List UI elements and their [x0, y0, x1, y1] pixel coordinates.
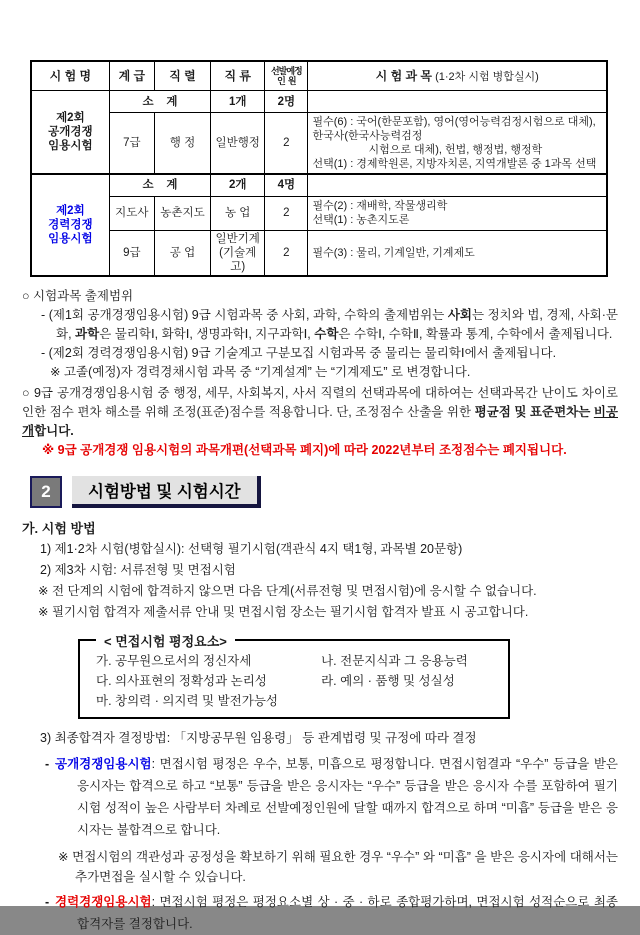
decision-open-paragraph — [22, 753, 618, 841]
scope-item1-bold-society: 사회 — [447, 307, 472, 322]
header-quota-line2: 인 원 — [277, 76, 296, 86]
interview-box-title: < 면접시험 평정요소> — [96, 631, 235, 650]
group2-row-machine — [31, 230, 607, 276]
scope-item-1 — [22, 306, 618, 344]
decision-career-dash: - — [45, 894, 50, 909]
g2r1-subjects — [308, 196, 607, 230]
exam-subjects-table — [30, 60, 608, 277]
scope-item1-bold-science: 과학 — [75, 326, 100, 341]
header-subjects-note: (1·2차 시험 병합실시) — [432, 70, 539, 83]
group1-name-line1: 제2회 — [56, 112, 85, 124]
group1-subtotal-count: 1개 — [211, 91, 265, 113]
decision-item-3: 3) 최종합격자 결정방법: 「지방공무원 임용령」 등 관계법령 및 규정에 따라 결정 — [40, 730, 477, 745]
interview-item-ma: 마. 창의력 · 의지력 및 발전가능성 — [96, 693, 278, 708]
group1-row-admin — [31, 113, 607, 175]
g1r1-class: 일반행정 — [211, 113, 265, 175]
group2-subtotal-label: 소 계 — [109, 174, 210, 196]
decision-career-paragraph — [22, 891, 618, 935]
g2r1-class: 농 업 — [211, 196, 265, 230]
interview-box-items — [96, 651, 498, 711]
decision-open-text: : 면접시험 평정은 우수, 보통, 미흡으로 평정합니다. 면접시험결과 “우수” 등급을 받은 응시자는 합격으로 하고 “보통” 등급을 받은 응시자는 “우수” 등급을 받은 응시자 수를 포함하여 필기시험 성적이 높은 사람부터 차례로 선발예정인원에 달할 때까지 합격으로 하며 “미흡” 등급을 받은 응시자는 불합격으로 합니다. — [77, 756, 618, 837]
g2r1-grade: 지도사 — [109, 196, 154, 230]
interview-item-da: 다. 의사표현의 정확성과 논리성 — [96, 673, 267, 688]
section2-number-badge: 2 — [30, 476, 62, 508]
g2r2-class-line1: 일반기계 — [215, 232, 260, 245]
g1r1-quota: 2 — [265, 113, 308, 175]
header-exam-name: 시 험 명 — [31, 61, 109, 91]
group2-subtotal-count: 2개 — [211, 174, 265, 196]
g2r2-subjects — [308, 230, 607, 276]
g1r1-subjects-line1: 필수(6) : 국어(한문포함), 영어(영어능력검정시험으로 대체), 한국사(한국사능력검정 — [312, 116, 596, 142]
method-note-1: ※ 전 단계의 시험에 합격하지 않으면 다음 단계(서류전형 및 면접시험)에 응시할 수 없습니다. — [38, 583, 537, 598]
interview-item-ra: 라. 예의 · 품행 및 성실성 — [321, 673, 455, 688]
group1-name-line3: 임용시험 — [48, 140, 93, 152]
g2r2-quota: 2 — [265, 230, 308, 276]
decision-career-text: : 면접시험 평정은 평정요소별 상 · 중 · 하로 종합평가하며, 면접시험 성적순으로 최종합격자를 결정합니다. — [77, 894, 618, 931]
group1-name-line2: 공개경쟁 — [48, 126, 93, 138]
g2r1-subjects-line1: 필수(2) : 재배학, 작물생리학 — [312, 200, 448, 212]
adjust-bold2: 합니다. — [34, 423, 74, 438]
header-subjects — [308, 61, 607, 91]
header-grade: 계 급 — [109, 61, 154, 91]
g2r2-series: 공 업 — [154, 230, 210, 276]
g2r2-class — [211, 230, 265, 276]
adjust-r0: ○ 9급 공개경쟁임용시험 중 행정, 세무, 사회복지, 사서 직렬의 선택과목에 대하여는 선택과목간 난이도 차이로 인한 점수 편차 해소를 위해 조정(표준)점수를 적용합니다. 단, 조정점수 산출을 위한 — [22, 385, 618, 419]
method-item-2: 2) 제3차 시험: 서류전형 및 면접시험 — [40, 562, 236, 577]
scope-item1-bold-math: 수학 — [314, 326, 339, 341]
group1-subtotal-quota: 2명 — [265, 91, 308, 113]
scope-item1-r0: - (제1회 공개경쟁임용시험) 9급 시험과목 중 사회, 과학, 수학의 출제범위는 — [41, 307, 448, 322]
group1-subtotal-label: 소 계 — [109, 91, 210, 113]
method-heading: 가. 시험 방법 — [22, 520, 96, 536]
scope-item1-r2: 는 정치와 법, 경제, 사회·문화, — [56, 307, 618, 341]
scope-item2-note: ※ 고졸(예정)자 경력경채시험 과목 중 “기계설계” 는 “기계제도” 로 변경합니다. — [50, 364, 471, 379]
method-note-2: ※ 필기시험 합격자 제출서류 안내 및 면접시험 장소는 필기시험 합격자 발표 시 공고합니다. — [38, 604, 529, 619]
scope-section — [22, 287, 618, 460]
adjust-red-note: ※ 9급 공개경쟁 임용시험의 과목개편(선택과목 폐지)에 따라 2022년부터 조정점수는 폐지됩니다. — [42, 442, 567, 457]
method-item-1: 1) 제1·2차 시험(병합실시): 선택형 필기시험(객관식 4지 택1형, 과목별 20문항) — [40, 541, 463, 556]
adjust-underline: 비공개 — [22, 404, 618, 438]
scope-item1-r6: 은 수학Ⅰ, 수학Ⅱ, 확률과 통계, 수학에서 출제됩니다. — [338, 326, 613, 341]
scope-item1-r4: 은 물리학Ⅰ, 화학Ⅰ, 생명과학Ⅰ, 지구과학Ⅰ, — [99, 326, 315, 341]
g1r1-series: 행 정 — [154, 113, 210, 175]
header-series: 직 렬 — [154, 61, 210, 91]
g2r2-class-line2: (기술계고) — [219, 246, 257, 273]
decision-open-label: 공개경쟁임용시험 — [55, 756, 152, 771]
group2-row-agriculture — [31, 196, 607, 230]
group2-subtotal-subjects — [308, 174, 607, 196]
g2r2-grade: 9급 — [109, 230, 154, 276]
interview-item-ga: 가. 공무원으로서의 정신자세 — [96, 653, 252, 668]
scope-item-2: - (제2회 경력경쟁임용시험) 9급 기술계고 구분모집 시험과목 중 물리는 물리학Ⅰ에서 출제됩니다. — [41, 345, 557, 360]
g2r1-series: 농촌지도 — [154, 196, 210, 230]
section2-header — [30, 476, 618, 508]
decision-open-note: ※ 면접시험의 객관성과 공정성을 확보하기 위해 필요한 경우 “우수” 와 “미흡” 을 받은 응시자에 대해서는 추가면접을 실시할 수 있습니다. — [58, 849, 618, 884]
scope-title: ○ 시험과목 출제범위 — [22, 288, 134, 303]
decision-open-dash: - — [45, 756, 50, 771]
decision-section — [22, 727, 618, 935]
g2r2-subjects-line1: 필수(3) : 물리, 기계일반, 기계제도 — [312, 246, 475, 259]
adjust-bold1: 평균점 및 표준편차는 — [474, 404, 594, 419]
header-quota-line1: 선발예정 — [270, 66, 302, 76]
group2-name-line3: 임용시험 — [48, 232, 93, 245]
header-subjects-main: 시 험 과 목 — [375, 68, 433, 83]
g1r1-subjects-line3: 선택(1) : 경제학원론, 지방자치론, 지역개발론 중 1과목 선택 — [312, 158, 597, 170]
group2-exam-name — [31, 174, 109, 276]
table-header-row — [31, 61, 607, 91]
group2-subtotal-quota: 4명 — [265, 174, 308, 196]
g2r1-subjects-line2: 선택(1) : 농촌지도론 — [312, 214, 410, 226]
adjust-paragraph — [22, 384, 618, 441]
interview-item-na: 나. 전문지식과 그 응용능력 — [321, 653, 468, 668]
group2-subtotal-row — [31, 174, 607, 196]
g2r1-quota: 2 — [265, 196, 308, 230]
group1-subtotal-subjects — [308, 91, 607, 113]
header-class: 직 류 — [211, 61, 265, 91]
decision-career-label: 경력경쟁임용시험 — [55, 894, 152, 909]
method-section — [22, 518, 618, 623]
group2-name-line2: 경력경쟁 — [48, 218, 93, 231]
group2-name-line1: 제2회 — [56, 204, 85, 217]
g1r1-subjects — [308, 113, 607, 175]
g1r1-grade: 7급 — [109, 113, 154, 175]
group1-exam-name — [31, 91, 109, 175]
header-quota — [265, 61, 308, 91]
group1-subtotal-row — [31, 91, 607, 113]
section2-title: 시험방법 및 시험시간 — [72, 476, 261, 508]
g1r1-subjects-line2: 시험으로 대체), 헌법, 행정법, 행정학 — [368, 144, 543, 156]
interview-factors-box — [78, 633, 510, 719]
